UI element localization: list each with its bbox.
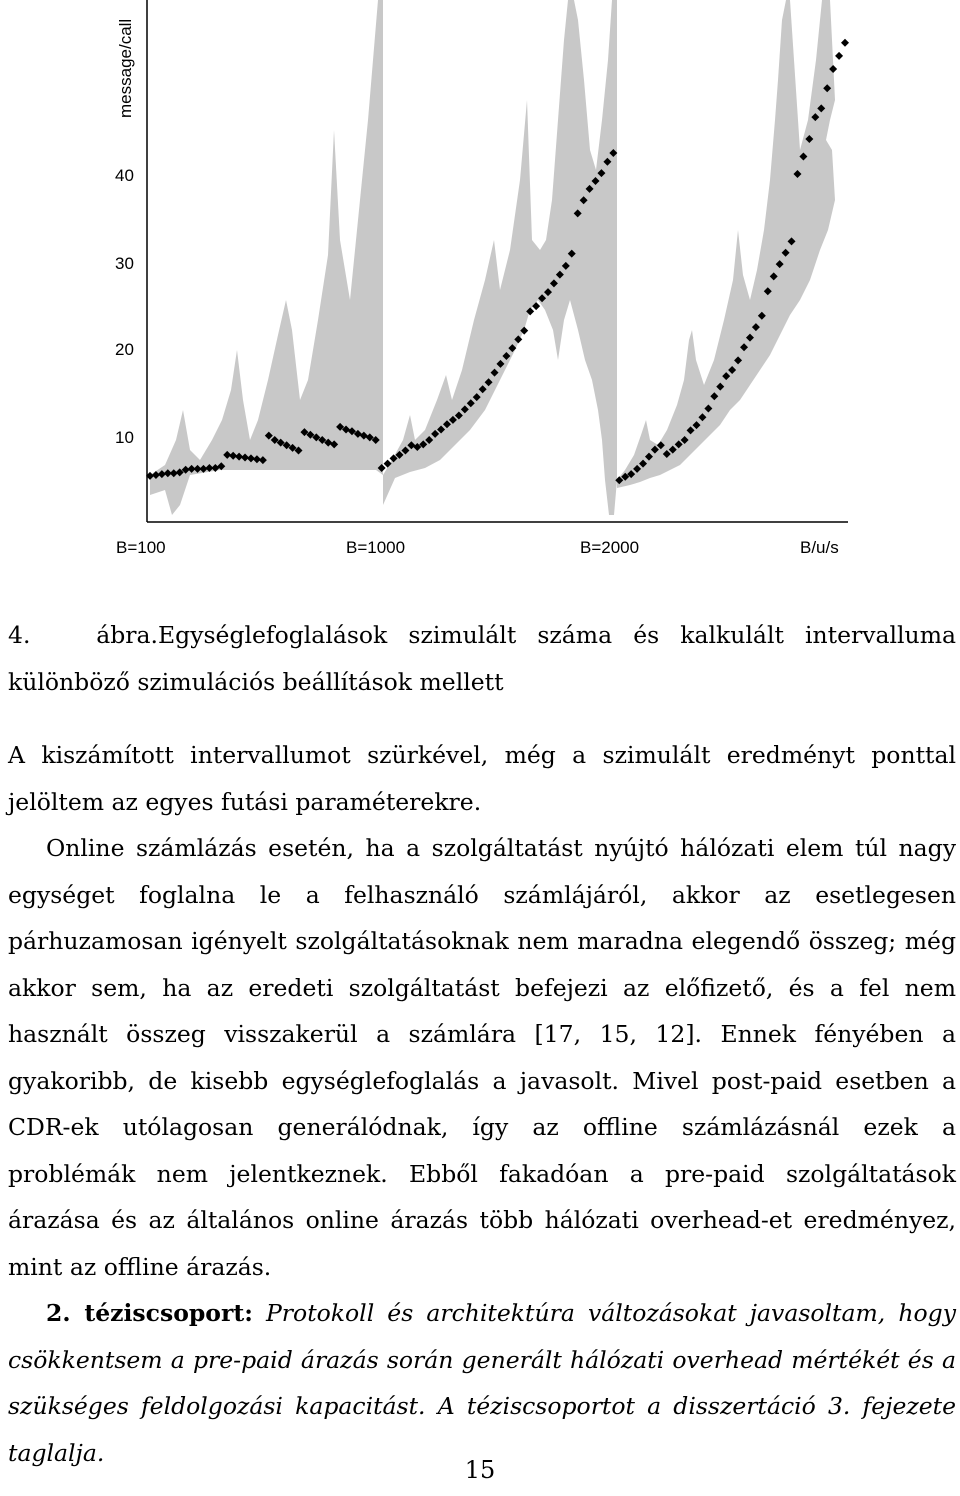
- y-tick-label-30: 30: [115, 254, 134, 273]
- interval-band-1: [150, 0, 383, 515]
- y-axis-label: message/call: [116, 18, 135, 118]
- data-point: [835, 52, 843, 60]
- interval-band-layer: [150, 0, 835, 515]
- thesis-label: 2. téziscsoport:: [46, 1299, 253, 1327]
- interval-band-2: [383, 0, 617, 515]
- thesis-text: Protokoll és architektúra változásokat javasoltam, hogy csökkentsem a pre-paid árazás során generált hálózati overhead mértékét és a szükséges feldolgozási kapacitást. A téziscsoportot a disszertáció 3. fejezete taglalja.: [8, 1299, 956, 1467]
- x-label-b100: B=100: [116, 538, 166, 557]
- page-number: 15: [464, 1456, 496, 1484]
- x-label-b1000: B=1000: [346, 538, 406, 557]
- caption-text-line1: Egységlefoglalások szimulált száma és kalkulált intervalluma: [158, 621, 956, 649]
- y-tick-label-20: 20: [115, 340, 134, 359]
- body-text: [8, 732, 956, 1476]
- caption-label: 4. ábra.: [8, 621, 158, 649]
- y-tick-label-40: 40: [115, 166, 134, 185]
- data-point: [841, 39, 849, 47]
- figure: [0, 0, 960, 580]
- caption-text-line2: különböző szimulációs beállítások mellett: [8, 667, 504, 696]
- figure-caption: [8, 612, 956, 705]
- simulation-chart: [0, 0, 960, 580]
- paragraph-1: A kiszámított intervallumot szürkével, még a szimulált eredményt ponttal jelöltem az egyes futási paraméterekre.: [8, 741, 956, 816]
- data-points-layer: [146, 39, 849, 485]
- x-label-b2000: B=2000: [580, 538, 640, 557]
- interval-band-3: [617, 0, 835, 488]
- paragraph-thesis: [8, 1290, 956, 1476]
- paragraph-2: Online számlázás esetén, ha a szolgáltatást nyújtó hálózati elem túl nagy egységet foglalna le a felhasználó számlájáról, akkor az esetlegesen párhuzamosan igényelt szolgáltatásoknak nem maradna elegendő összeg; még akkor sem, ha az eredeti szolgáltatást befejezi az előfizető, és a fel nem használt összeg visszakerül a számlára [17, 15, 12]. Ennek fényében a gyakoribb, de kisebb egységlefoglalás a javasolt. Mivel post-paid esetben a CDR-ek utólagosan generálódnak, így az offline számlázásnál ezek a problémák nem jelentkeznek. Ebből fakadóan a pre-paid szolgáltatások árazása és az általános online árazás több hálózati overhead-et eredményez, mint az offline árazás.: [8, 834, 956, 1281]
- x-label-unit: B/u/s: [800, 538, 839, 557]
- y-tick-label-10: 10: [115, 428, 134, 447]
